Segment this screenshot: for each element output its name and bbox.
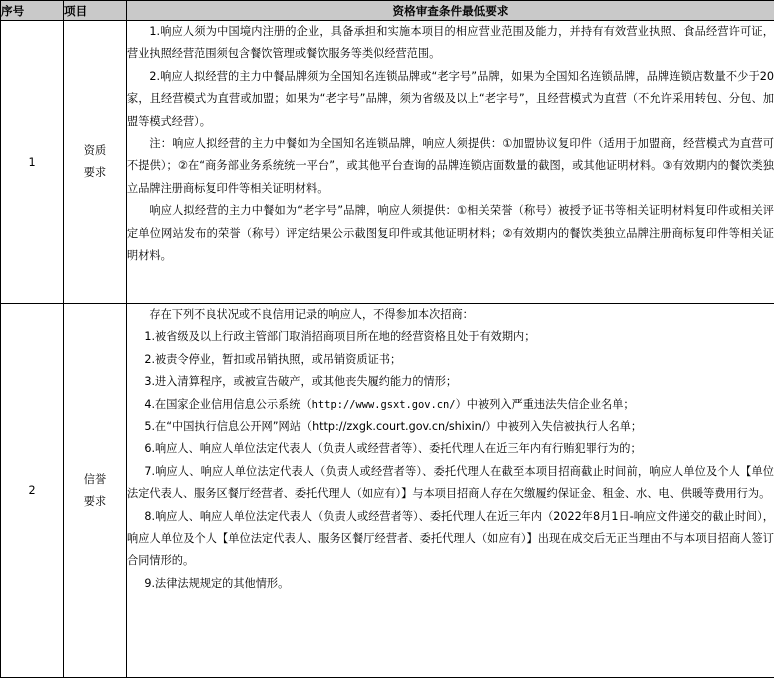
credit-item: 5.在“中国执行信息公开网”网站（http://zxgk.court.gov.cn/shixin/）中被列入失信被执行人名单； — [144, 420, 643, 434]
header-seq: 序号 — [1, 1, 64, 21]
row-item-line1: 资质 — [83, 144, 107, 157]
table-row — [1, 304, 774, 678]
qualification-paragraph: 响应人拟经营的主力中餐如为“老字号”品牌，响应人须提供：①相关荣誉（称号）被授予证书等相关证明材料复印件或相关评定单位网站发布的荣誉（称号）评定结果公示截图复印件或其他证明材料；②有效期内的餐饮类独立品牌注册商标复印件等相关证明材料。 — [127, 204, 774, 263]
row-content — [127, 21, 774, 304]
header-row — [1, 1, 774, 21]
credit-item4-suffix: ）中被列入严重违法失信企业名单； — [455, 397, 635, 411]
qualification-note: 注：响应人拟经营的主力中餐如为全国知名连锁品牌，响应人须提供：①加盟协议复印件（适用于加盟商，经营模式为直营可不提供）；②在“商务部业务系统统一平台”，或其他平台查询的品牌连锁店面数量的截图，或其他证明材料。③有效期内的餐饮类独立品牌注册商标复印件等相关证明材料。 — [127, 137, 774, 195]
qualification-paragraph: 2.响应人拟经营的主力中餐品牌须为全国知名连锁品牌或“老字号”品牌，如果为全国知名连锁品牌，品牌连锁店数量不少于20家，且经营模式为直营或加盟；如果为“老字号”品牌，须为省级及以上“老字号”，且经营模式为直营（不允许采用转包、分包、加盟等模式经营）。 — [127, 69, 774, 128]
row-seq: 1 — [1, 21, 64, 304]
credit-item: 2.被责令停业，暂扣或吊销执照，或吊销资质证书； — [144, 352, 402, 366]
row-item — [64, 304, 127, 678]
table-row — [1, 21, 774, 304]
credit-item: 7.响应人、响应人单位法定代表人（负责人或经营者等）、委托代理人在截至本项目招商截止时间前，响应人单位及个人【单位法定代表人、服务区餐厅经营者、委托代理人（如应有）】与本项目招商人存在欠缴履约保证金、租金、水、电、供暖等费用行为。 — [127, 464, 774, 501]
row-content — [127, 304, 774, 678]
row-item-line2: 要求 — [83, 166, 107, 179]
row-item-line1: 信誉 — [83, 472, 107, 486]
credit-item — [127, 394, 774, 416]
credit-item: 8.响应人、响应人单位法定代表人（负责人或经营者等）、委托代理人在近三年内（2022年8月1日-响应文件递交的截止时间），响应人单位及个人【单位法定代表人、服务区餐厅经营者、委托代理人（如应有）】出现在成交后无正当理由不与本项目招商人签订合同情形的。 — [127, 509, 774, 568]
credit-item: 1.被省级及以上行政主管部门取消招商项目所在地的经营资格且处于有效期内； — [144, 330, 536, 344]
credit-item: 9.法律法规规定的其他情形。 — [144, 576, 290, 590]
credit-item: 3.进入清算程序，或被宣告破产，或其他丧失履约能力的情形； — [144, 375, 458, 389]
qualification-paragraph: 1.响应人须为中国境内注册的企业，具备承担和实施本项目的相应营业范围及能力，并持有有效营业执照、食品经营许可证，营业执照经营范围须包含餐饮管理或餐饮服务等类似经营范围。 — [127, 25, 774, 61]
row-item — [64, 21, 127, 304]
credit-item4-prefix: 4.在国家企业信用信息公示系统（ — [144, 397, 312, 411]
header-requirement: 资格审查条件最低要求 — [127, 1, 774, 21]
header-item: 项目 — [64, 1, 127, 21]
credit-item: 6.响应人、响应人单位法定代表人（负责人或经营者等）、委托代理人在近三年内有行贿犯罪行为的； — [144, 442, 642, 456]
credit-intro: 存在下列不良状况或不良信用记录的响应人，不得参加本次招商： — [149, 308, 474, 321]
credit-item4-url: http://www.gsxt.gov.cn/ — [311, 398, 456, 411]
row-item-line2: 要求 — [83, 494, 107, 508]
row-seq: 2 — [1, 304, 64, 678]
